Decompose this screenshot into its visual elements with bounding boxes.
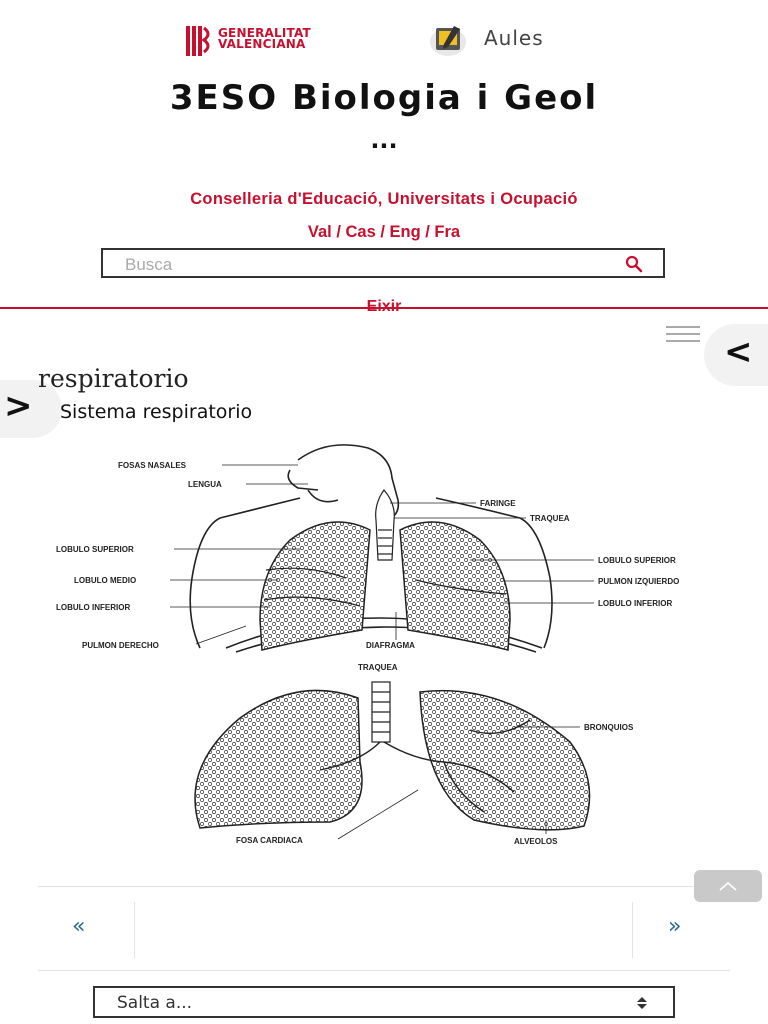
page-title: respiratorio bbox=[38, 364, 189, 393]
activity-nav-separator bbox=[632, 902, 633, 958]
label-lobulo-inferior-left: LOBULO INFERIOR bbox=[56, 603, 131, 612]
label-lobulo-superior-left: LOBULO SUPERIOR bbox=[56, 545, 134, 554]
label-fosas-nasales: FOSAS NASALES bbox=[118, 461, 187, 470]
label-lobulo-superior-right: LOBULO SUPERIOR bbox=[598, 556, 676, 565]
respiratory-system-diagram bbox=[40, 430, 740, 870]
select-arrows-icon bbox=[635, 996, 649, 1010]
trachea-upper bbox=[376, 490, 395, 560]
label-lobulo-medio: LOBULO MEDIO bbox=[74, 576, 137, 585]
jump-to-label: Salta a... bbox=[117, 993, 193, 1013]
label-traquea-top: TRAQUEA bbox=[530, 514, 570, 523]
drawer-toggle-right[interactable] bbox=[704, 324, 768, 386]
label-bronquios: BRONQUIOS bbox=[584, 723, 634, 732]
course-title[interactable]: 3ESO Biologia i Geol bbox=[169, 78, 599, 118]
next-activity-link[interactable]: » bbox=[668, 914, 682, 939]
search-icon[interactable] bbox=[625, 255, 643, 273]
language-selector[interactable]: Val / Cas / Eng / Fra bbox=[307, 223, 461, 241]
logout-link[interactable]: Eixir bbox=[366, 298, 402, 315]
chevron-up-icon bbox=[718, 880, 738, 892]
left-lung bbox=[400, 522, 510, 650]
hamburger-menu-icon[interactable] bbox=[664, 324, 702, 344]
label-pulmon-izquierdo: PULMON IZQUIERDO bbox=[598, 577, 680, 586]
label-alveolos: ALVEOLOS bbox=[514, 837, 558, 846]
course-title-ellipsis: ... bbox=[370, 126, 398, 154]
label-lobulo-inferior-right: LOBULO INFERIOR bbox=[598, 599, 673, 608]
aules-logo-text: Aules bbox=[484, 26, 544, 50]
activity-nav-divider-bottom bbox=[38, 970, 730, 971]
search-input[interactable] bbox=[123, 254, 597, 276]
label-fosa-cardiaca: FOSA CARDIACA bbox=[236, 836, 303, 845]
activity-nav-divider-top bbox=[38, 886, 730, 887]
lower-left-lung-bronchi bbox=[420, 691, 590, 830]
chevron-left-icon: < bbox=[724, 332, 753, 372]
trachea-lower bbox=[372, 682, 390, 742]
back-to-top-button[interactable] bbox=[694, 870, 762, 902]
search-box[interactable] bbox=[101, 248, 665, 278]
conselleria-link[interactable]: Conselleria d'Educació, Universitats i Ocupació bbox=[190, 190, 578, 208]
generalitat-logo-text: GENERALITAT VALENCIANA bbox=[218, 26, 311, 51]
label-pulmon-derecho: PULMON DERECHO bbox=[82, 641, 159, 650]
label-lengua: LENGUA bbox=[188, 480, 222, 489]
lower-right-lung bbox=[195, 690, 362, 828]
label-diafragma: DIAFRAGMA bbox=[366, 641, 415, 650]
label-traquea-bottom: TRAQUEA bbox=[358, 663, 398, 672]
jump-to-select[interactable] bbox=[93, 986, 675, 1018]
chevron-right-icon: > bbox=[4, 386, 33, 426]
label-faringe: FARINGE bbox=[480, 499, 516, 508]
activity-nav-separator bbox=[134, 902, 135, 958]
previous-activity-link[interactable]: « bbox=[72, 914, 86, 939]
right-lung bbox=[260, 522, 370, 650]
section-title: Sistema respiratorio bbox=[60, 401, 253, 423]
